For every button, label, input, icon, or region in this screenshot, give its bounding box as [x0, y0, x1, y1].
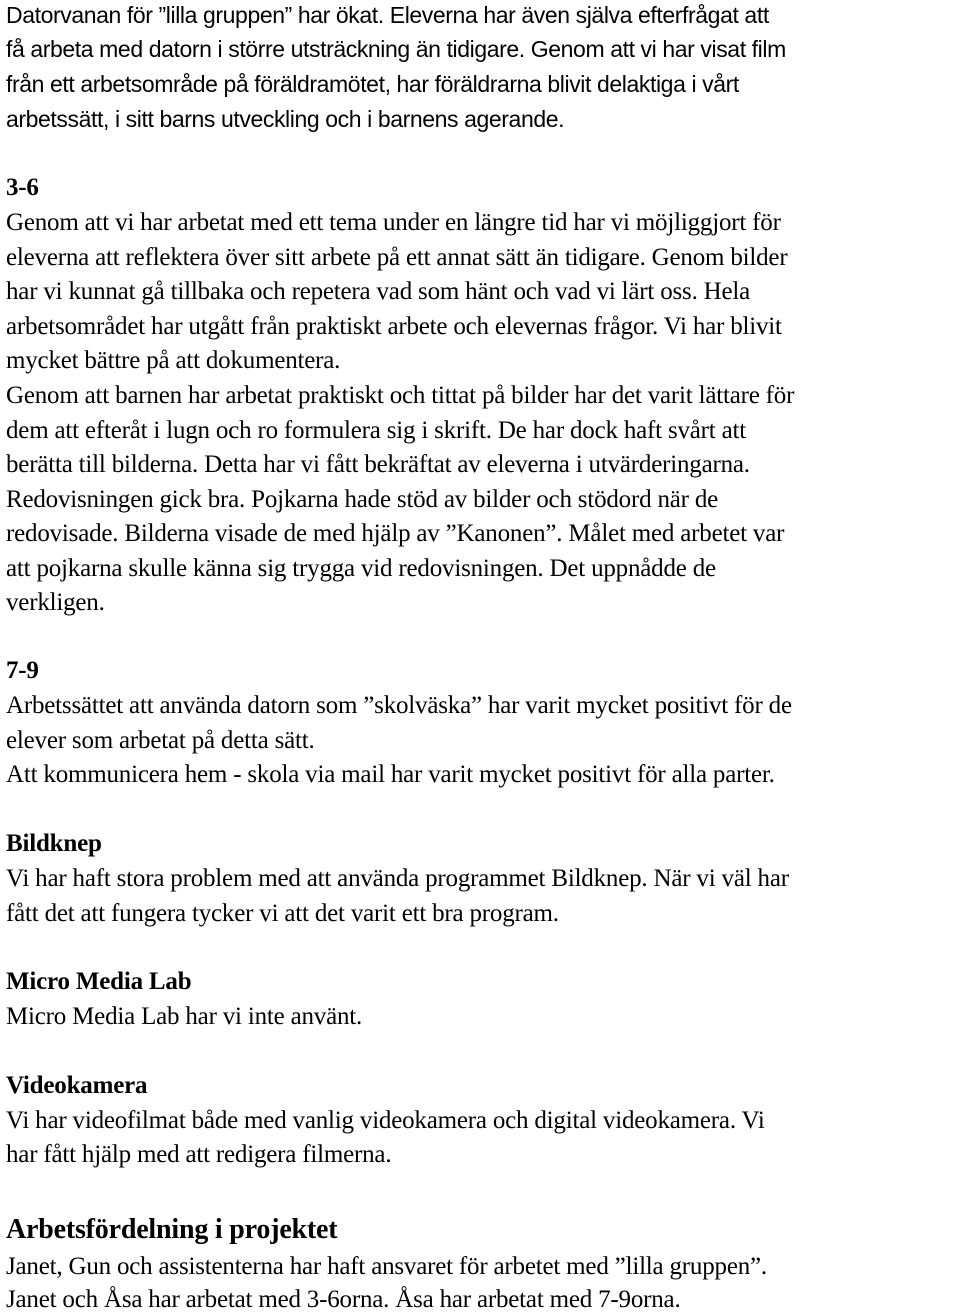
section-heading-micro-media-lab: Micro Media Lab — [6, 968, 192, 995]
paragraph-line: att pojkarna skulle känna sig trygga vid redovisningen. Det uppnådde de — [6, 555, 716, 582]
paragraph-line: dem att efteråt i lugn och ro formulera sig i skrift. De har dock haft svårt att — [6, 417, 746, 444]
section-heading-7-9: 7-9 — [6, 657, 39, 684]
paragraph-line: arbetssätt, i sitt barns utveckling och i barnens agerande. — [6, 106, 565, 132]
section-heading-bildknep: Bildknep — [6, 830, 102, 857]
paragraph-line: Genom att barnen har arbetat praktiskt och tittat på bilder har det varit lättare för — [6, 382, 795, 409]
paragraph-line: har fått hjälp med att redigera filmerna. — [6, 1141, 392, 1168]
paragraph-line: arbetsområdet har utgått från praktiskt arbete och elevernas frågor. Vi har blivit — [6, 313, 782, 340]
paragraph-line: Datorvanan för ”lilla gruppen” har ökat. Eleverna har även själva efterfrågat att — [6, 2, 769, 28]
paragraph-line: fått det att fungera tycker vi att det varit ett bra program. — [6, 900, 559, 927]
paragraph-line: eleverna att reflektera över sitt arbete på ett annat sätt än tidigare. Genom bilder — [6, 244, 788, 271]
paragraph-line: Redovisningen gick bra. Pojkarna hade stöd av bilder och stödord när de — [6, 486, 719, 513]
paragraph-line: Genom att vi har arbetat med ett tema under en längre tid har vi möjliggjort för — [6, 209, 781, 236]
paragraph-line: redovisade. Bilderna visade de med hjälp av ”Kanonen”. Målet med arbetet var — [6, 520, 785, 547]
section-heading-3-6: 3-6 — [6, 174, 39, 201]
paragraph-line: har vi kunnat gå tillbaka och repetera vad som hänt och vad vi lärt oss. Hela — [6, 278, 751, 305]
paragraph-line: elever som arbetat på detta sätt. — [6, 727, 315, 754]
paragraph-line: Janet och Åsa har arbetat med 3-6orna. Åsa har arbetat med 7-9orna. — [6, 1286, 681, 1313]
paragraph-line: mycket bättre på att dokumentera. — [6, 347, 341, 374]
paragraph-line: Janet, Gun och assistenterna har haft ansvaret för arbetet med ”lilla gruppen”. — [6, 1253, 767, 1280]
paragraph-line: Micro Media Lab har vi inte använt. — [6, 1003, 363, 1030]
paragraph-line: Vi har videofilmat både med vanlig videokamera och digital videokamera. Vi — [6, 1107, 765, 1134]
paragraph-line: få arbeta med datorn i större utsträckning än tidigare. Genom att vi har visat film — [6, 36, 786, 62]
section-heading-videokamera: Videokamera — [6, 1072, 148, 1099]
paragraph-line: berätta till bilderna. Detta har vi fått bekräftat av eleverna i utvärderingarna. — [6, 451, 750, 478]
paragraph-line: från ett arbetsområde på föräldramötet, har föräldrarna blivit delaktiga i vårt — [6, 71, 739, 97]
paragraph-line: Arbetssättet att använda datorn som ”skolväska” har varit mycket positivt för de — [6, 692, 792, 719]
paragraph-line: Att kommunicera hem - skola via mail har varit mycket positivt för alla parter. — [6, 761, 775, 788]
paragraph-line: verkligen. — [6, 589, 105, 616]
section-heading-arbetsfordelning: Arbetsfördelning i projektet — [6, 1214, 338, 1245]
paragraph-line: Vi har haft stora problem med att använda programmet Bildknep. När vi väl har — [6, 865, 789, 892]
